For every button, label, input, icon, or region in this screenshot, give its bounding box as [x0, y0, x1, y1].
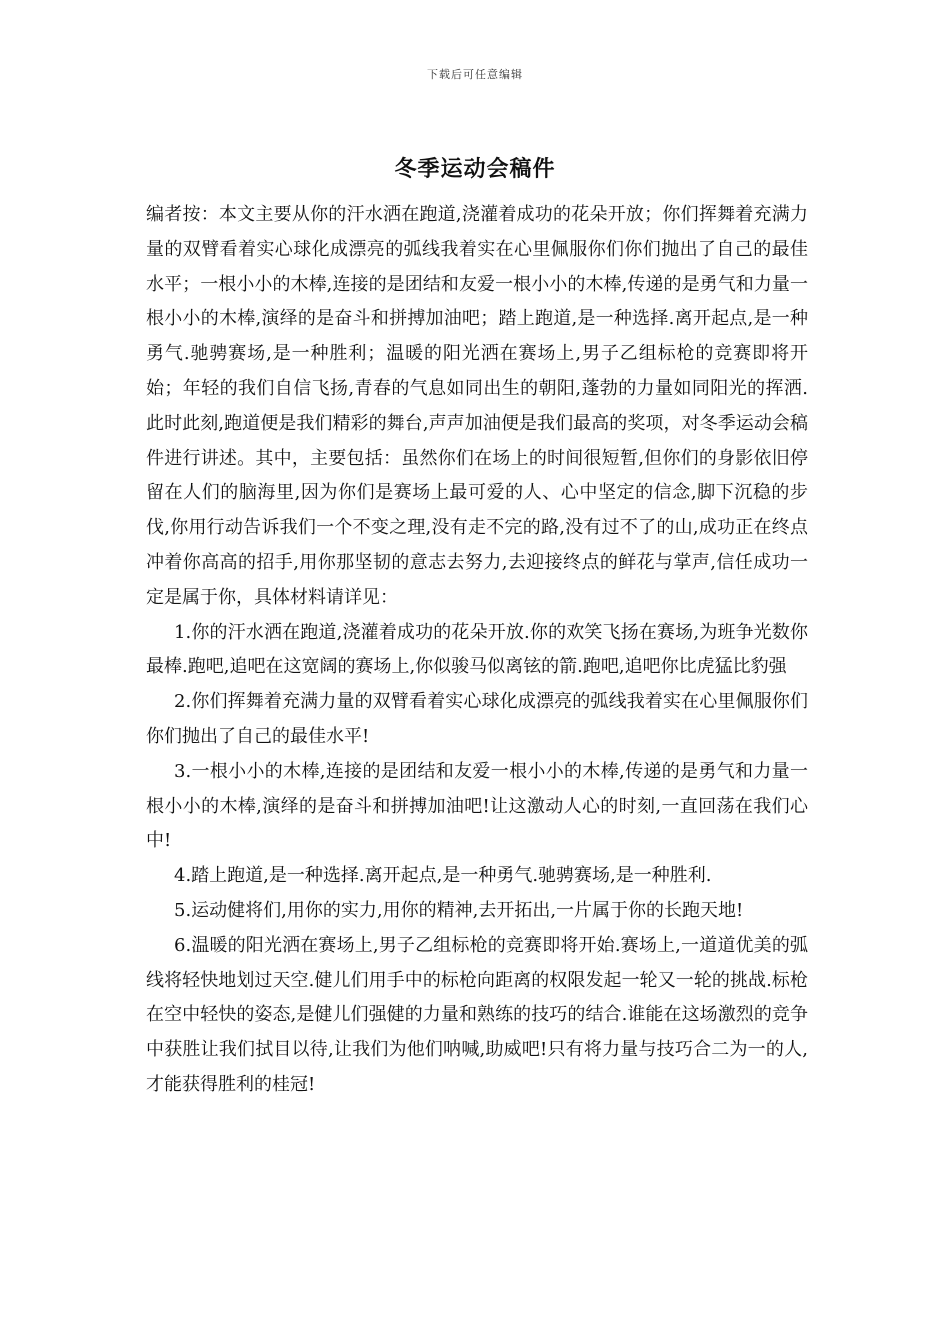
list-item-4: 4.踏上跑道,是一种选择.离开起点,是一种勇气.驰骋赛场,是一种胜利.	[174, 865, 712, 887]
intro-paragraph: 编者按：本文主要从你的汗水洒在跑道,浇灌着成功的花朵开放；你们挥舞着充满力量的双臂看着实心球化成漂亮的弧线我着实在心里佩服你们你们抛出了自己的最佳水平；一根小小的木棒,连接的是团结和友爱一根小小的木棒,传递的是勇气和力量一根小小的木棒,演绎的是奋斗和拼搏加油吧；踏上跑道,是一种选择.离开起点,是一种勇气.驰骋赛场,是一种胜利；温暖的阳光洒在赛场上,男子乙组标枪的竞赛即将开始；年轻的我们自信飞扬,青春的气息如同出生的朝阳,蓬勃的力量如同阳光的挥洒.此时此刻,跑道便是我们精彩的舞台,声声加油便是我们最高的奖项，对冬季运动会稿件进行讲述。其中，主要包括：虽然你们在场上的时间很短暂,但你们的身影依旧停留在人们的脑海里,因为你们是赛场上最可爱的人、心中坚定的信念,脚下沉稳的步伐,你用行动告诉我们一个不变之理,没有走不完的路,没有过不了的山,成功正在终点冲着你高高的招手,用你那坚韧的意志去努力,去迎接终点的鲜花与掌声,信任成功一定是属于你，具体材料请详见：	[146, 204, 808, 608]
header-note: 下载后可任意编辑	[427, 68, 523, 81]
list-item-1: 1.你的汗水洒在跑道,浇灌着成功的花朵开放.你的欢笑飞扬在赛场,为班争光数你最棒.跑吧,追吧在这宽阔的赛场上,你似骏马似离铉的箭.跑吧,追吧你比虎猛比豹强	[146, 621, 808, 678]
list-item-2: 2.你们挥舞着充满力量的双臂看着实心球化成漂亮的弧线我着实在心里佩服你们你们抛出了自己的最佳水平!	[146, 691, 808, 747]
list-item-5: 5.运动健将们,用你的实力,用你的精神,去开拓出,一片属于你的长跑天地!	[174, 899, 744, 921]
document-body	[146, 198, 808, 1103]
list-item-6: 6.温暖的阳光洒在赛场上,男子乙组标枪的竞赛即将开始.赛场上,一道道优美的弧线将轻快地划过天空.健儿们用手中的标枪向距离的权限发起一轮又一轮的挑战.标枪在空中轻快的姿态,是健儿们强健的力量和熟练的技巧的结合.谁能在这场激烈的竞争中获胜让我们拭目以待,让我们为他们呐喊,助威吧!只有将力量与技巧合二为一的人,才能获得胜利的桂冠!	[146, 934, 808, 1095]
list-item-3: 3.一根小小的木棒,连接的是团结和友爱一根小小的木棒,传递的是勇气和力量一根小小的木棒,演绎的是奋斗和拼搏加油吧!让这激动人心的时刻,一直回荡在我们心中!	[146, 760, 808, 852]
document-title: 冬季运动会稿件	[394, 157, 556, 182]
